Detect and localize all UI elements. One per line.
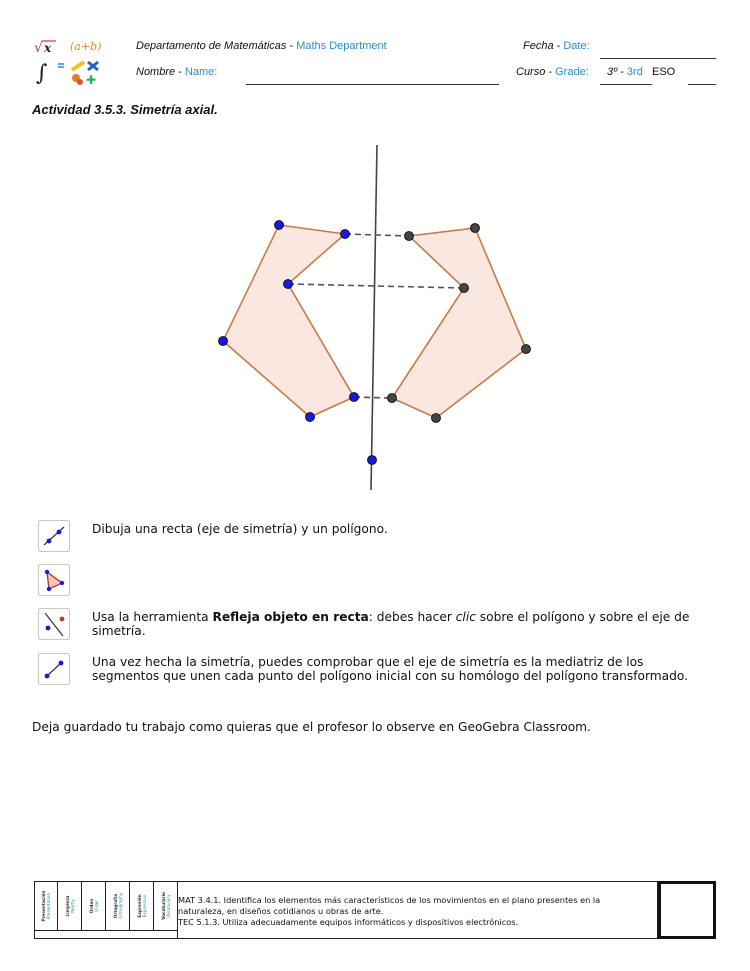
group-field[interactable] — [688, 84, 716, 85]
assessment-footer — [34, 881, 716, 943]
reflected-polygon — [392, 228, 526, 418]
svg-text:√: √ — [34, 40, 43, 56]
polygon-vertex[interactable] — [350, 393, 359, 402]
line-tool-icon[interactable] — [38, 520, 70, 552]
rubric-cell: Orden Order — [83, 882, 106, 930]
reflected-vertex — [471, 224, 480, 233]
reflect-tool-icon[interactable] — [38, 608, 70, 640]
course-label: Curso - Grade: — [516, 66, 589, 78]
date-label: Fecha - Date: — [523, 40, 590, 52]
reflected-vertex — [432, 414, 441, 423]
perpendicular-segment — [345, 234, 409, 236]
step-1-text: Dibuja una recta (eje de simetría) y un polígono. — [92, 522, 388, 536]
segment-tool-icon[interactable] — [38, 653, 70, 685]
standards-border — [34, 881, 658, 939]
grade-box[interactable] — [658, 881, 716, 939]
rubric-cell: Vocabulario Vocabulary — [161, 892, 171, 920]
closing-paragraph: Deja guardado tu trabajo como quieras que el profesor lo observe en GeoGebra Classroom. — [32, 720, 591, 734]
date-field[interactable] — [600, 58, 716, 59]
svg-text:✚: ✚ — [86, 73, 97, 86]
svg-text:(a+b): (a+b) — [70, 40, 102, 53]
svg-text:∫: ∫ — [36, 61, 48, 86]
rubric-cell: Presentación Presentation — [35, 882, 58, 930]
course-underline — [600, 84, 652, 85]
polygon-vertex[interactable] — [275, 221, 284, 230]
name-label: Nombre - Name: — [136, 66, 218, 78]
polygon-vertex[interactable] — [284, 280, 293, 289]
original-polygon — [223, 225, 354, 417]
symmetry-axis — [371, 145, 377, 490]
perpendicular-segment — [288, 284, 464, 288]
polygon-vertex[interactable] — [219, 337, 228, 346]
step-4-text: Una vez hecha la simetría, puedes comprobar que el eje de simetría es la mediatriz de los segmentos que unen cada punto del polígono inicial con su homólogo del polígono transformado. — [92, 655, 688, 683]
rubric-cell: Expresión Expression — [131, 882, 154, 930]
reflected-vertex — [460, 284, 469, 293]
department-label: Departamento de Matemáticas - Maths Department — [136, 40, 387, 52]
maths-department-logo — [28, 38, 112, 86]
standard-tec: TEC 5.1.3. Utiliza adecuadamente equipos informáticos y dispositivos electrónicos. — [178, 917, 519, 927]
name-field[interactable] — [246, 84, 499, 85]
polygon-vertex[interactable] — [341, 230, 350, 239]
activity-title: Actividad 3.5.3. Simetría axial. — [32, 102, 218, 117]
reflected-vertex — [388, 394, 397, 403]
course-value: 3º - 3rd ESO — [607, 66, 676, 78]
polygon-tool-icon[interactable] — [38, 564, 70, 596]
symmetry-figure — [200, 140, 550, 500]
reflected-vertex — [522, 345, 531, 354]
reflected-vertex — [405, 232, 414, 241]
step-3-text: Usa la herramienta Refleja objeto en recta: debes hacer clic sobre el polígono y sobre el eje de simetría. — [92, 610, 690, 638]
svg-text:x: x — [44, 41, 52, 55]
axis-point[interactable] — [368, 456, 377, 465]
rubric-cell: Limpieza Neatly — [59, 882, 82, 930]
rubric-cell: Ortografía Orthography — [107, 882, 130, 930]
standard-mat: MAT 3.4.1. Identifica los elementos más característicos de los movimientos en el plano presentes en la naturaleza, en diseños cotidianos u obras de arte. — [178, 895, 601, 916]
polygon-vertex[interactable] — [306, 413, 315, 422]
